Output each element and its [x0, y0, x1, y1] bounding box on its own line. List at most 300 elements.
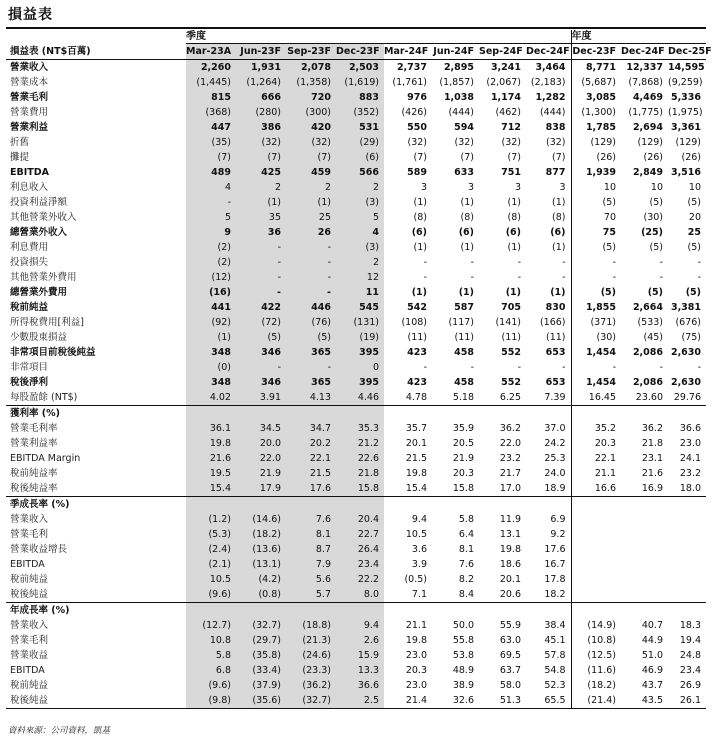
row-value: (0.8) — [236, 587, 286, 603]
row-value: 23.1 — [641, 453, 663, 464]
row-value: 2,086 — [632, 347, 663, 358]
row-value: 19.8 — [186, 436, 236, 451]
row-value: 587 — [454, 302, 474, 313]
row-value: (1.2) — [186, 512, 236, 527]
row-value: (2,067) — [486, 77, 521, 88]
row-value: - — [186, 195, 236, 210]
row-value: 8.2 — [458, 574, 474, 585]
row-value: (1,619) — [336, 75, 384, 90]
row-value: 10 — [650, 182, 663, 193]
row-value: 395 — [336, 375, 384, 390]
row-value: 36.6 — [679, 423, 702, 434]
row-value: 18.6 — [499, 559, 521, 570]
row-value: 45.1 — [544, 635, 566, 646]
row-value: (7) — [236, 150, 286, 165]
row-label: 營業毛利率 — [10, 423, 58, 434]
row-value: 22.6 — [336, 451, 384, 466]
row-value: 2,630 — [670, 377, 702, 388]
table-row — [6, 572, 706, 587]
row-value: 838 — [545, 122, 566, 133]
row-value: 423 — [407, 347, 427, 358]
row-value: 2,630 — [670, 347, 702, 358]
row-value: - — [470, 362, 474, 373]
row-value: (1) — [507, 197, 521, 208]
row-value: 9.4 — [411, 514, 427, 525]
row-value — [621, 527, 668, 542]
row-value: 589 — [407, 167, 427, 178]
row-value: 7.1 — [411, 589, 427, 600]
row-value: 20 — [688, 212, 702, 223]
row-label: 折舊 — [10, 137, 30, 148]
row-value: 51.3 — [479, 693, 526, 709]
row-value — [668, 557, 706, 572]
row-value: 3,085 — [571, 90, 621, 105]
row-value: (1,761) — [392, 77, 427, 88]
section-header — [6, 406, 706, 422]
row-value: (5.3) — [186, 527, 236, 542]
row-value: (3) — [336, 240, 384, 255]
row-value: (18.8) — [286, 618, 336, 633]
section-blank — [286, 497, 336, 513]
row-value: 36 — [236, 225, 286, 240]
row-label: EBITDA Margin — [10, 453, 81, 464]
row-value: 26.1 — [668, 693, 706, 709]
row-value: (533) — [637, 317, 663, 328]
row-value: (5) — [571, 285, 621, 300]
row-value: (6) — [550, 227, 566, 238]
row-value: (129) — [637, 137, 663, 148]
row-value: - — [571, 270, 621, 285]
row-value: (1) — [186, 330, 236, 345]
row-value: 441 — [186, 300, 236, 315]
row-value: (5) — [286, 330, 336, 345]
row-value: 26 — [286, 225, 336, 240]
row-value: 3 — [559, 182, 566, 193]
row-value: 2,078 — [286, 60, 336, 76]
row-value: - — [697, 362, 702, 373]
row-value: - — [571, 360, 621, 375]
row-value: 8,771 — [571, 60, 621, 76]
row-value: (1,975) — [668, 107, 703, 118]
row-value: (37.9) — [236, 678, 286, 693]
row-value: 26.9 — [679, 680, 702, 691]
row-value: (30) — [571, 330, 621, 345]
row-value: 32.6 — [432, 693, 479, 709]
row-value: 3,361 — [670, 122, 702, 133]
row-value: 552 — [501, 377, 521, 388]
row-value: 4 — [186, 180, 236, 195]
row-value: 19.8 — [499, 544, 521, 555]
row-value: (6) — [411, 227, 427, 238]
section-blank — [384, 603, 432, 619]
row-value: 19.5 — [186, 466, 236, 481]
row-value: 2 — [236, 180, 286, 195]
section-blank — [186, 497, 236, 513]
row-value: (280) — [236, 105, 286, 120]
table-row — [6, 633, 706, 648]
row-label: 營業利益 — [10, 122, 49, 133]
row-value: - — [423, 257, 427, 268]
row-value: (11.6) — [571, 663, 621, 678]
row-value: 63.0 — [499, 635, 521, 646]
row-value: 21.8 — [336, 466, 384, 481]
row-value: (2) — [186, 255, 236, 270]
column-header: Mar-23A — [186, 44, 236, 60]
row-value: - — [562, 272, 566, 283]
row-value: (12.7) — [186, 618, 236, 633]
section-title: 獲利率 (%) — [6, 406, 186, 422]
row-value: 11 — [336, 285, 384, 300]
row-value: (45) — [643, 332, 663, 343]
row-value: - — [517, 257, 521, 268]
section-blank — [236, 497, 286, 513]
table-row — [6, 120, 706, 135]
row-value: 21.5 — [405, 453, 427, 464]
row-value: 633 — [454, 167, 474, 178]
row-label: 營業費用 — [10, 107, 49, 118]
row-value: (18.2) — [571, 678, 621, 693]
row-value: 48.9 — [452, 665, 474, 676]
row-value: 18.2 — [544, 589, 566, 600]
row-value: 70 — [571, 210, 621, 225]
row-value: 35.7 — [405, 423, 427, 434]
row-value: 19.8 — [405, 468, 427, 479]
section-blank — [526, 603, 571, 619]
row-value: 653 — [545, 377, 566, 388]
row-value: (32) — [407, 137, 427, 148]
row-value: (0.5) — [404, 574, 427, 585]
table-row — [6, 618, 706, 633]
column-header: Jun-23F — [236, 44, 286, 60]
row-value: (9.6) — [186, 587, 236, 603]
column-header: Dec-24F — [621, 44, 668, 60]
row-value: 35 — [236, 210, 286, 225]
row-value: 346 — [236, 345, 286, 360]
row-value: - — [517, 362, 521, 373]
section-blank — [668, 497, 706, 513]
row-value: (36.2) — [286, 678, 336, 693]
row-value: 4.46 — [336, 390, 384, 406]
row-value: 9.2 — [550, 529, 566, 540]
row-value: 8.4 — [458, 589, 474, 600]
row-value: 447 — [186, 120, 236, 135]
section-blank — [668, 406, 706, 422]
row-value: 542 — [407, 302, 427, 313]
row-value: 20.4 — [336, 512, 384, 527]
column-header: Dec-23F — [336, 44, 384, 60]
row-value: (16) — [186, 285, 236, 300]
row-value: 705 — [501, 302, 521, 313]
row-value: - — [470, 257, 474, 268]
row-value: (14.9) — [571, 618, 621, 633]
row-value: 23.0 — [679, 438, 702, 449]
row-value: (26) — [681, 152, 702, 163]
row-value: 7.9 — [286, 557, 336, 572]
row-value: 3,241 — [490, 62, 521, 73]
row-value: (8) — [460, 212, 474, 223]
row-value: (6) — [505, 227, 521, 238]
row-value — [668, 587, 706, 603]
row-value: 10 — [571, 180, 621, 195]
column-header: Mar-24F — [384, 44, 432, 60]
row-value: 2,737 — [396, 62, 427, 73]
table-row — [6, 663, 706, 678]
column-header: Dec-23F — [571, 44, 621, 60]
section-blank — [336, 497, 384, 513]
row-value: (26) — [643, 152, 663, 163]
row-value: 17.0 — [499, 483, 521, 494]
row-value: (1) — [507, 242, 521, 253]
section-blank — [526, 406, 571, 422]
row-value: 2 — [336, 180, 384, 195]
row-value: 10.5 — [186, 572, 236, 587]
row-value: 16.45 — [571, 390, 621, 406]
row-value: 23.60 — [635, 392, 663, 403]
row-value: 13.1 — [499, 529, 521, 540]
row-value — [571, 527, 621, 542]
row-value: (1) — [505, 287, 521, 298]
row-value: (26) — [571, 150, 621, 165]
table-row — [6, 693, 706, 709]
row-value: 2,503 — [336, 60, 384, 76]
row-value: 17.8 — [544, 574, 566, 585]
row-value: 12,337 — [626, 62, 663, 73]
row-value: 36.2 — [499, 423, 521, 434]
section-blank — [336, 603, 384, 619]
row-label: 攤提 — [10, 152, 30, 163]
header-column-row — [6, 44, 706, 60]
column-header: Sep-23F — [286, 44, 336, 60]
row-value: 20.6 — [499, 589, 521, 600]
row-label: 投資利益淨額 — [10, 197, 68, 208]
row-value: 34.5 — [236, 421, 286, 436]
table-row — [6, 270, 706, 285]
section-blank — [571, 406, 621, 422]
row-value — [668, 572, 706, 587]
row-value: 22.2 — [336, 572, 384, 587]
row-value: - — [286, 255, 336, 270]
row-value: (108) — [401, 317, 427, 328]
section-blank — [336, 406, 384, 422]
row-value: (32) — [545, 137, 566, 148]
row-value: 1,038 — [443, 92, 474, 103]
row-value: (7) — [460, 152, 474, 163]
row-value: 35.2 — [571, 421, 621, 436]
row-value: (5) — [649, 242, 663, 253]
row-value: 38.4 — [544, 620, 566, 631]
section-blank — [621, 603, 668, 619]
row-value: (14.6) — [236, 512, 286, 527]
row-value: (1) — [460, 242, 474, 253]
row-value: (11) — [545, 332, 566, 343]
row-value: 24.0 — [544, 468, 566, 479]
row-label: 稅前純益率 — [10, 468, 58, 479]
row-label: 總營業外費用 — [10, 287, 68, 298]
row-value: 531 — [336, 120, 384, 135]
row-value: 8.0 — [336, 587, 384, 603]
row-value: 37.0 — [544, 423, 566, 434]
row-value: 44.9 — [641, 635, 663, 646]
row-value: 22.0 — [236, 451, 286, 466]
row-value: (23.3) — [286, 663, 336, 678]
row-value: (131) — [336, 315, 384, 330]
row-value: (5) — [571, 240, 621, 255]
row-value: 5 — [336, 210, 384, 225]
table-row — [6, 180, 706, 195]
row-value: (5) — [687, 242, 702, 253]
row-label: EBITDA — [10, 559, 45, 570]
row-value — [668, 527, 706, 542]
row-value: 365 — [286, 375, 336, 390]
table-row — [6, 390, 706, 406]
row-value: 6.8 — [186, 663, 236, 678]
row-value: 5.6 — [286, 572, 336, 587]
row-value — [571, 542, 621, 557]
table-row — [6, 451, 706, 466]
row-value: (32) — [236, 135, 286, 150]
row-label: 其他營業外收入 — [10, 212, 77, 223]
row-value: (141) — [495, 317, 521, 328]
row-value: 22.1 — [571, 451, 621, 466]
row-value: 21.1 — [405, 620, 427, 631]
row-value: 21.9 — [452, 453, 474, 464]
row-value: (10.8) — [571, 633, 621, 648]
row-value: (5) — [571, 195, 621, 210]
row-value: 23.4 — [679, 665, 702, 676]
row-value: (300) — [286, 105, 336, 120]
unit-label: 損益表 (NT$百萬) — [6, 44, 186, 60]
row-label: 利息收入 — [10, 182, 49, 193]
row-value: (9.6) — [186, 678, 236, 693]
row-value: 1,454 — [571, 375, 621, 390]
row-value: (5) — [649, 197, 663, 208]
row-value: - — [423, 362, 427, 373]
section-blank — [236, 406, 286, 422]
row-label: 每股盈餘 (NT$) — [10, 392, 78, 403]
section-title: 年成長率 (%) — [6, 603, 186, 619]
row-value: 36.6 — [336, 678, 384, 693]
row-value: 15.4 — [405, 483, 427, 494]
table-body — [6, 30, 712, 709]
table-row — [6, 240, 706, 255]
row-value: (1,264) — [236, 75, 286, 90]
row-value: (75) — [681, 332, 702, 343]
row-value: (1) — [236, 195, 286, 210]
row-value: - — [236, 270, 286, 285]
section-blank — [384, 406, 432, 422]
table-row — [6, 542, 706, 557]
row-value: 23.2 — [499, 453, 521, 464]
table-row — [6, 75, 706, 90]
row-value: (444) — [539, 107, 566, 118]
section-title: 季成長率 (%) — [6, 497, 186, 513]
row-value — [668, 512, 706, 527]
table-row — [6, 587, 706, 603]
row-value: - — [286, 240, 336, 255]
row-value: 54.8 — [544, 665, 566, 676]
row-value: 877 — [545, 167, 566, 178]
row-value: (18.2) — [236, 527, 286, 542]
row-label: 稅後純益 — [10, 589, 49, 600]
row-value: 4.02 — [186, 390, 236, 406]
row-value: 57.8 — [544, 650, 566, 661]
row-label: 其他營業外費用 — [10, 272, 77, 283]
row-value: 566 — [336, 165, 384, 180]
row-value: (1) — [411, 287, 427, 298]
row-label: 利息費用 — [10, 242, 49, 253]
row-value: 420 — [286, 120, 336, 135]
page-title: 損益表 — [8, 7, 53, 23]
column-header: Dec-25F — [668, 44, 706, 60]
row-value: 22.1 — [286, 451, 336, 466]
row-value: 15.8 — [452, 483, 474, 494]
row-value: 4.78 — [405, 392, 427, 403]
table-row — [6, 135, 706, 150]
row-value: 346 — [236, 375, 286, 390]
section-blank — [526, 497, 571, 513]
row-value: 425 — [236, 165, 286, 180]
section-blank — [621, 497, 668, 513]
row-value: 19.8 — [405, 635, 427, 646]
row-value: (2.1) — [186, 557, 236, 572]
row-value: (462) — [495, 107, 521, 118]
row-label: 營業收入 — [10, 62, 49, 73]
row-value: (1,358) — [286, 75, 336, 90]
row-value: (5,687) — [571, 75, 621, 90]
row-value: 11.9 — [499, 514, 521, 525]
row-value: 10 — [688, 182, 702, 193]
row-value: (8) — [413, 212, 427, 223]
row-value: 1,939 — [571, 165, 621, 180]
row-value: 458 — [454, 377, 474, 388]
row-value: 75 — [571, 225, 621, 240]
row-label: 少數股東損益 — [10, 332, 68, 343]
row-value: - — [659, 272, 663, 283]
row-value: (1) — [413, 242, 427, 253]
row-value: 18.9 — [544, 483, 566, 494]
row-value: 5 — [186, 210, 236, 225]
table-row — [6, 678, 706, 693]
row-value: - — [286, 285, 336, 300]
row-value: 21.7 — [499, 468, 521, 479]
row-value — [621, 512, 668, 527]
row-value: 17.6 — [544, 544, 566, 555]
table-row — [6, 421, 706, 436]
row-value: 3 — [467, 182, 474, 193]
row-value: 55.9 — [499, 620, 521, 631]
row-value: 1,454 — [571, 345, 621, 360]
row-value: (5) — [647, 287, 663, 298]
row-label: 營業利益率 — [10, 438, 58, 449]
row-value: (7,868) — [628, 77, 663, 88]
table-row — [6, 255, 706, 270]
year-group-label: 年度 — [571, 30, 706, 44]
income-statement-table — [6, 30, 712, 709]
row-value: (7) — [552, 152, 566, 163]
row-label: 營業收益增長 — [10, 544, 68, 555]
row-value: (13.6) — [236, 542, 286, 557]
row-value: - — [659, 257, 663, 268]
table-row — [6, 648, 706, 663]
table-row — [6, 300, 706, 315]
row-value: (7) — [186, 150, 236, 165]
row-value: 63.7 — [499, 665, 521, 676]
row-value: (166) — [539, 317, 566, 328]
row-value: 15.9 — [336, 648, 384, 663]
row-value: 2,895 — [443, 62, 474, 73]
row-value: (1) — [552, 197, 566, 208]
row-value: 10.8 — [186, 633, 236, 648]
